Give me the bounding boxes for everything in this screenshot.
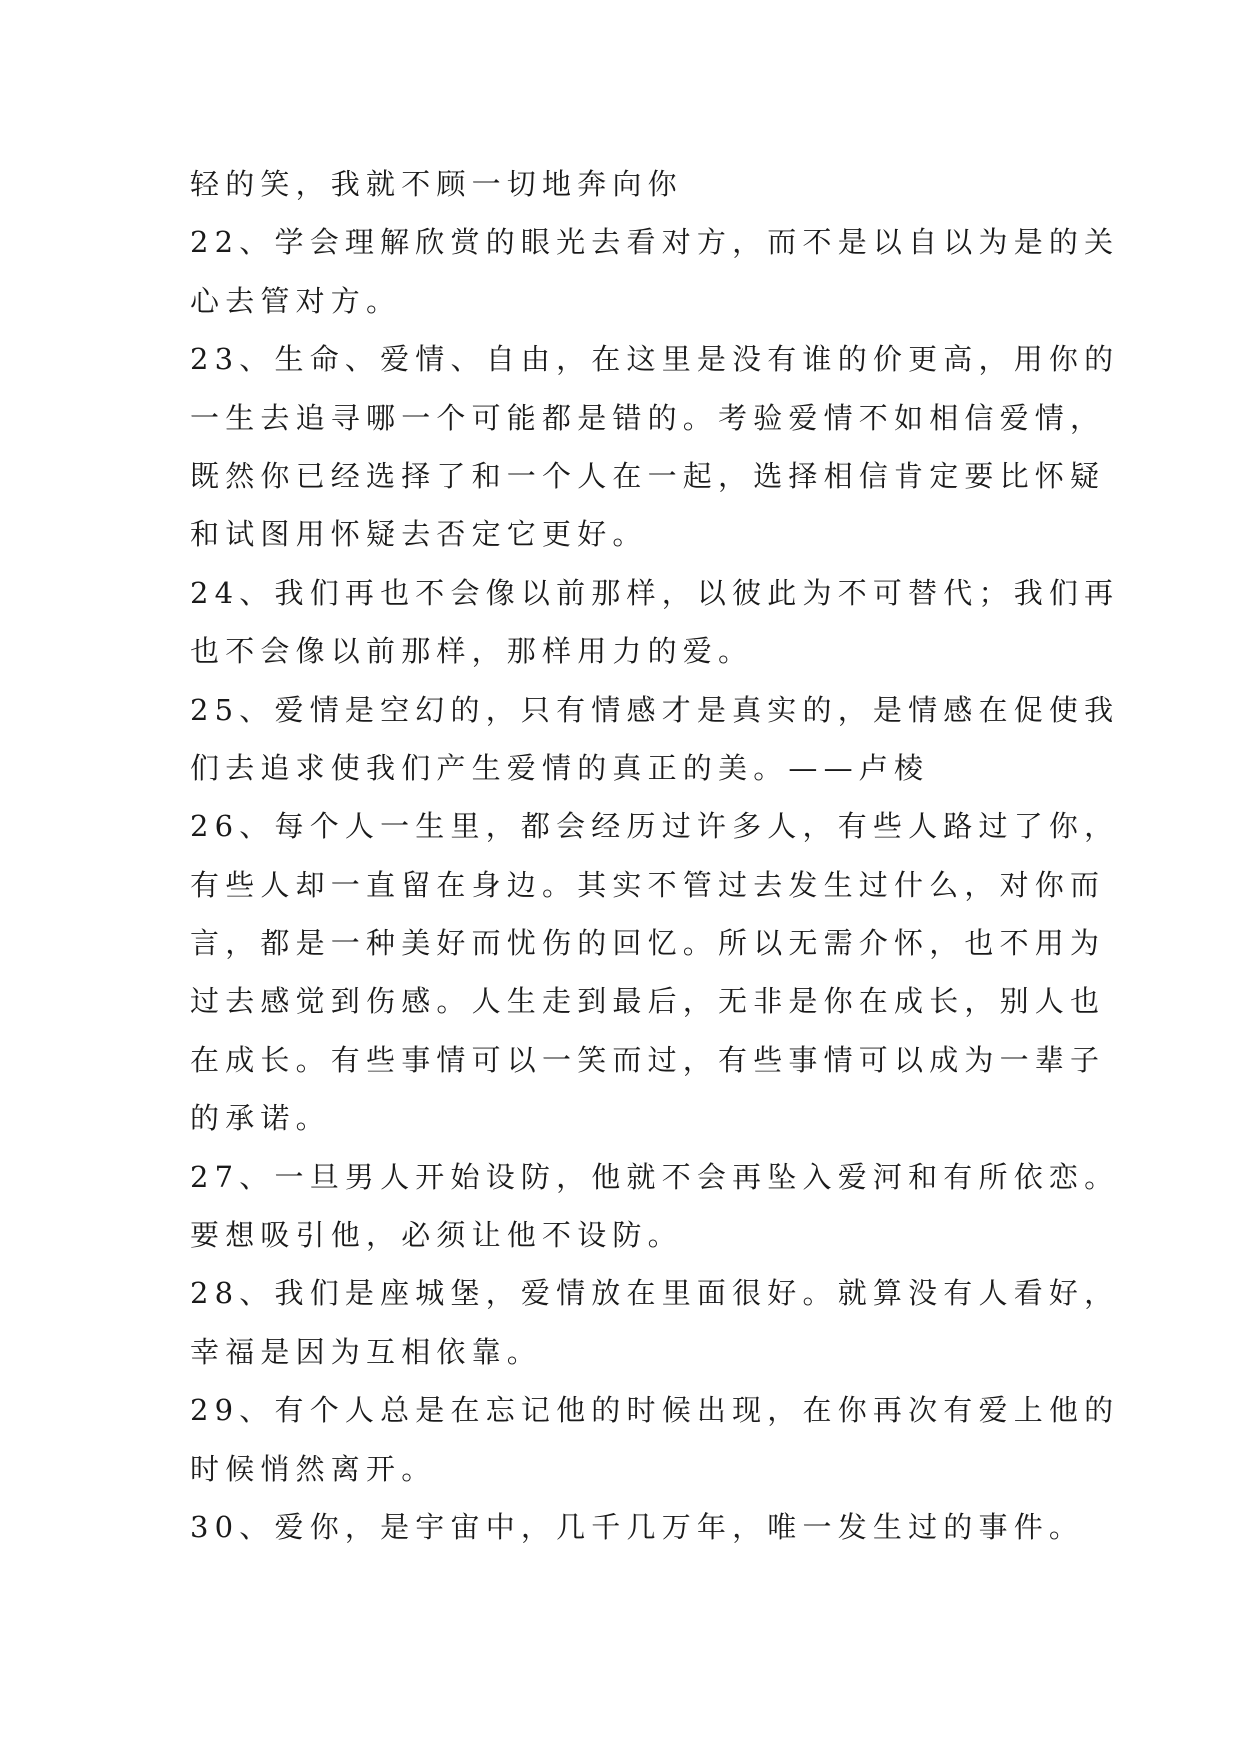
text-line: 心去管对方。 <box>190 283 402 318</box>
text-line: 轻的笑，我就不顾一切地奔向你 <box>190 167 683 201</box>
text-line: 也不会像以前那样，那样用力的爱。 <box>190 634 754 669</box>
text-line: 和试图用怀疑去否定它更好。 <box>190 517 648 552</box>
text-line: 28、我们是座城堡，爱情放在里面很好。就算没有人看好， <box>190 1276 1120 1311</box>
text-line: 过去感觉到伤感。人生走到最后，无非是你在成长，别人也 <box>190 984 1106 1019</box>
text-line: 在成长。有些事情可以一笑而过，有些事情可以成为一辈子 <box>190 1042 1106 1077</box>
text-line: 27、一旦男人开始设防，他就不会再坠入爱河和有所依恋。 <box>190 1159 1120 1194</box>
text-line: 25、爱情是空幻的，只有情感才是真实的，是情感在促使我 <box>190 692 1120 727</box>
text-line: 们去追求使我们产生爱情的真正的美。——卢棱 <box>190 750 930 785</box>
text-line: 要想吸引他，必须让他不设防。 <box>190 1218 683 1253</box>
text-line: 言，都是一种美好而忧伤的回忆。所以无需介怀，也不用为 <box>190 926 1106 961</box>
text-line: 一生去追寻哪一个可能都是错的。考验爱情不如相信爱情， <box>190 400 1106 435</box>
text-line: 有些人却一直留在身边。其实不管过去发生过什么，对你而 <box>190 867 1106 902</box>
text-line: 23、生命、爱情、自由，在这里是没有谁的价更高，用你的 <box>190 342 1120 377</box>
text-line: 24、我们再也不会像以前那样，以彼此为不可替代；我们再 <box>190 575 1120 610</box>
text-line: 30、爱你，是宇宙中，几千几万年，唯一发生过的事件。 <box>190 1509 1085 1544</box>
text-line: 时候悄然离开。 <box>190 1451 437 1486</box>
text-line: 的承诺。 <box>190 1101 331 1136</box>
text-line: 既然你已经选择了和一个人在一起，选择相信肯定要比怀疑 <box>190 458 1106 493</box>
text-line: 22、学会理解欣赏的眼光去看对方，而不是以自以为是的关 <box>190 225 1120 260</box>
text-line: 幸福是因为互相依靠。 <box>190 1334 543 1369</box>
text-line: 26、每个人一生里，都会经历过许多人，有些人路过了你， <box>190 809 1120 844</box>
text-line: 29、有个人总是在忘记他的时候出现，在你再次有爱上他的 <box>190 1393 1120 1428</box>
document-body <box>190 155 1120 1556</box>
